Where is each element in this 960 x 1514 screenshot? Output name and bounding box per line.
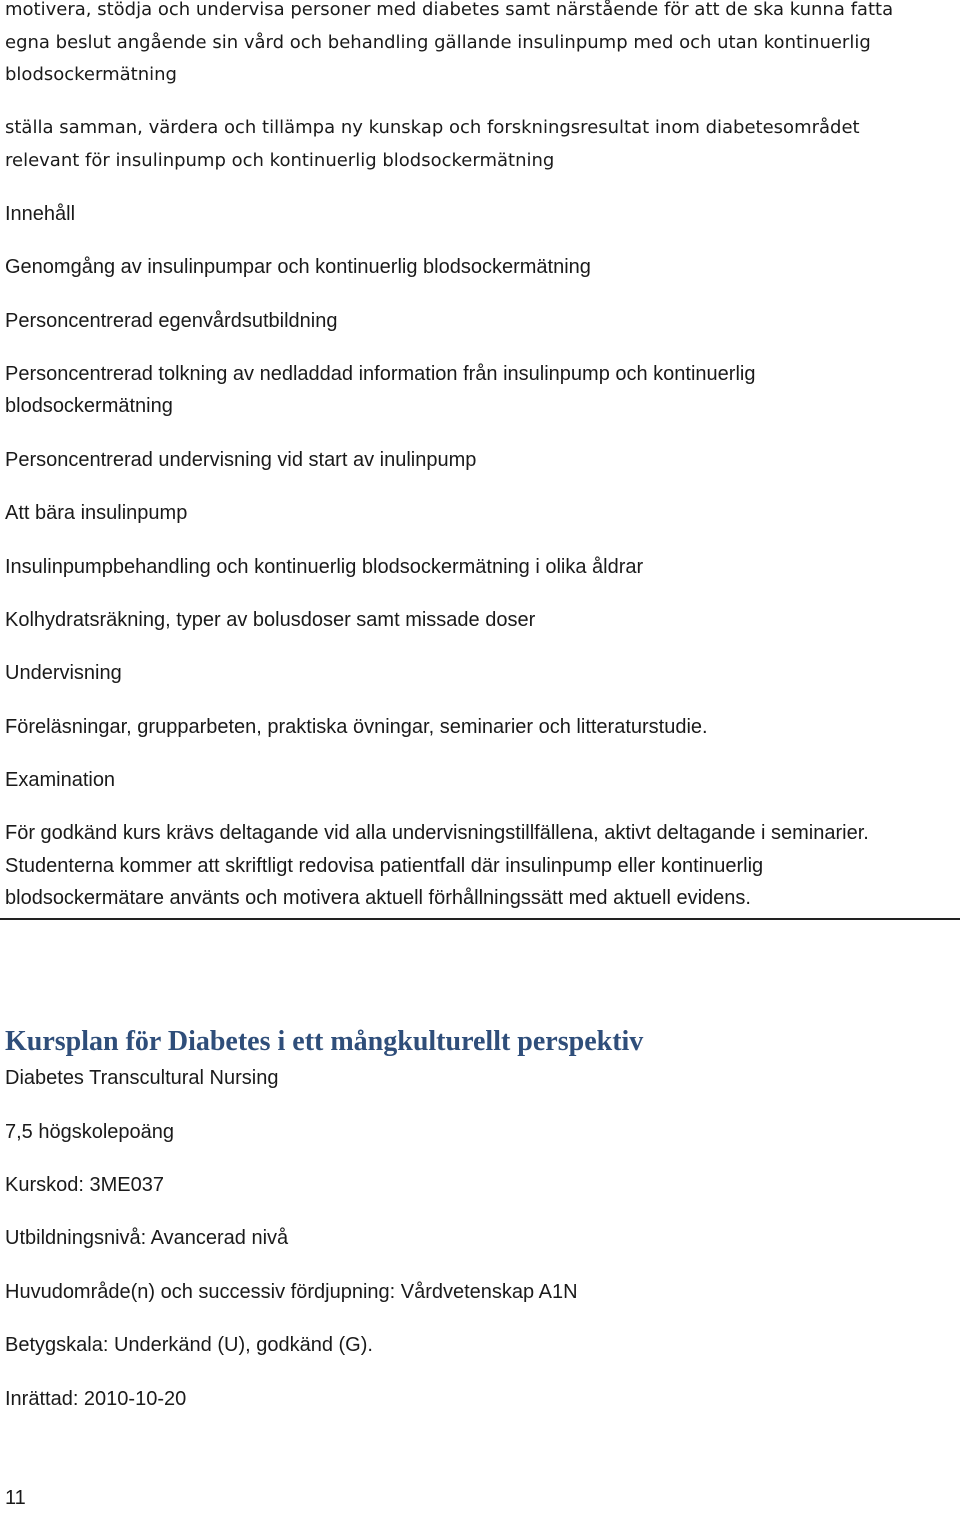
- content-item: blodsockermätning: [5, 395, 173, 417]
- examination-line: blodsockermätare använts och motivera aktuell förhållningssätt med aktuell evidens.: [5, 887, 751, 909]
- content-item: Kolhydratsräkning, typer av bolusdoser samt missade doser: [5, 609, 536, 631]
- course-code: Kurskod: 3ME037: [5, 1174, 164, 1196]
- content-item: Att bära insulinpump: [5, 502, 188, 524]
- examination-line: För godkänd kurs krävs deltagande vid alla undervisningstillfällena, aktivt deltagande i seminarier.: [5, 822, 869, 844]
- kursplan-title: Kursplan för Diabetes i ett mångkulturellt perspektiv: [5, 1026, 644, 1057]
- content-heading: Innehåll: [5, 203, 76, 225]
- objective-line-3: blodsockermätning: [5, 64, 177, 85]
- section-divider: [0, 918, 960, 920]
- content-item: Insulinpumpbehandling och kontinuerlig blodsockermätning i olika åldrar: [5, 556, 644, 578]
- teaching-text: Föreläsningar, grupparbeten, praktiska övningar, seminarier och litteraturstudie.: [5, 716, 708, 738]
- english-course-title: Diabetes Transcultural Nursing: [5, 1067, 279, 1089]
- content-item: Personcentrerad undervisning vid start av inulinpump: [5, 449, 477, 471]
- page-number: 11: [5, 1487, 26, 1509]
- objective-line-4: ställa samman, värdera och tillämpa ny kunskap och forskningsresultat inom diabetesområdet: [5, 117, 860, 138]
- main-area: Huvudområde(n) och successiv fördjupning: Vårdvetenskap A1N: [5, 1281, 578, 1303]
- content-item: Personcentrerad egenvårdsutbildning: [5, 310, 338, 332]
- objective-line-1: motivera, stödja och undervisa personer med diabetes samt närstående för att de ska kunna fatta: [5, 0, 894, 20]
- teaching-heading: Undervisning: [5, 662, 122, 684]
- content-item: Genomgång av insulinpumpar och kontinuerlig blodsockermätning: [5, 256, 591, 278]
- grading-scale: Betygskala: Underkänd (U), godkänd (G).: [5, 1334, 373, 1356]
- content-item: Personcentrerad tolkning av nedladdad information från insulinpump och kontinuerlig: [5, 363, 756, 385]
- credits: 7,5 högskolepoäng: [5, 1121, 175, 1143]
- examination-line: Studenterna kommer att skriftligt redovisa patientfall där insulinpump eller kontinuerlig: [5, 855, 764, 877]
- established-date: Inrättad: 2010-10-20: [5, 1388, 187, 1410]
- education-level: Utbildningsnivå: Avancerad nivå: [5, 1227, 289, 1249]
- objective-line-5: relevant för insulinpump och kontinuerlig blodsockermätning: [5, 150, 555, 171]
- examination-heading: Examination: [5, 769, 116, 791]
- objective-line-2: egna beslut angående sin vård och behandling gällande insulinpump med och utan kontinuerlig: [5, 32, 871, 53]
